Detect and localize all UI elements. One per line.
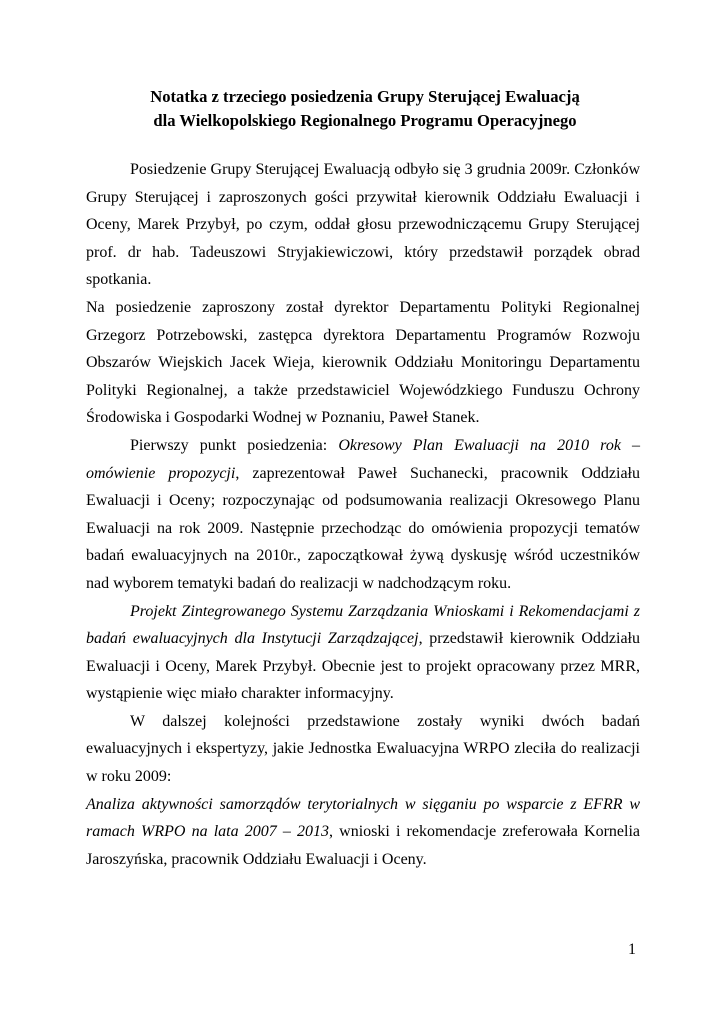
paragraph-evaluation-plan-lead: Pierwszy punkt posiedzenia:	[130, 436, 339, 454]
paragraph-invitees: Na posiedzenie zaproszony został dyrektor Departamentu Polityki Regionalnej Grzegorz Potrzebowski, zastępca dyrektora Departamentu Programów Rozwoju Obszarów Wiejskich Jacek Wieja, kierownik Oddziału Monitoringu Departamentu Polityki Regionalnej, a także przedstawiciel Wojewódzkiego Funduszu Ochrony Środowiska i Gospodarki Wodnej w Poznaniu, Paweł Stanek.	[86, 298, 640, 427]
paragraph-analysis-rest: , wnioski i rekomendacje zreferowała Kornelia Jaroszyńska, pracownik Oddziału Ewaluacji i Oceny.	[86, 823, 641, 868]
document-title	[90, 85, 640, 133]
paragraph-results-intro: W dalszej kolejności przedstawione zostały wyniki dwóch badań ewaluacyjnych i ekspertyzy, jakie Jednostka Ewaluacyjna WRPO zleciła do realizacji w roku 2009:	[86, 712, 640, 786]
paragraph-system-project	[86, 598, 640, 708]
paragraph-evaluation-plan-topic: Okresowy Plan Ewaluacji na 2010 rok – omówienie propozycji	[86, 436, 640, 482]
paragraph-analysis-topic: Analiza aktywności samorządów terytorialnych w sięganiu po wsparcie z EFRR w ramach WRPO na lata 2007 – 2013	[86, 795, 640, 841]
paragraph-evaluation-plan	[86, 432, 640, 598]
paragraph-analysis	[86, 791, 640, 874]
title-line-1: Notatka z trzeciego posiedzenia Grupy Sterującej Ewaluacją	[150, 87, 580, 106]
paragraph-evaluation-plan-rest: , zaprezentował Paweł Suchanecki, pracownik Oddziału Ewaluacji i Oceny; rozpoczynając od podsumowania realizacji Okresowego Planu Ewaluacji na rok 2009. Następnie przechodząc do omówienia propozycji tematów badań ewaluacyjnych na 2010r., zapoczątkował żywą dyskusję wśród uczestników nad wyborem tematyki badań do realizacji w nadchodzącym roku.	[86, 464, 640, 592]
paragraph-system-project-rest: , przedstawił kierownik Oddziału Ewaluacji i Oceny, Marek Przybył. Obecnie jest to projekt opracowany przez MRR, wystąpienie więc miało charakter informacyjny.	[86, 630, 640, 703]
title-line-2: dla Wielkopolskiego Regionalnego Programu Operacyjnego	[153, 111, 577, 130]
document-body	[86, 156, 640, 873]
paragraph-system-project-topic: Projekt Zintegrowanego Systemu Zarządzania Wnioskami i Rekomendacjami z badań ewaluacyjnych dla Instytucji Zarządzającej	[86, 602, 640, 648]
page-number: 1	[628, 941, 636, 958]
paragraph-opening: Posiedzenie Grupy Sterującej Ewaluacją odbyło się 3 grudnia 2009r. Członków Grupy Sterującej i zaproszonych gości przywitał kierownik Oddziału Ewaluacji i Oceny, Marek Przybył, po czym, oddał głosu przewodniczącemu Grupy Sterującej prof. dr hab. Tadeuszowi Stryjakiewiczowi, który przedstawił porządek obrad spotkania.	[86, 161, 640, 289]
